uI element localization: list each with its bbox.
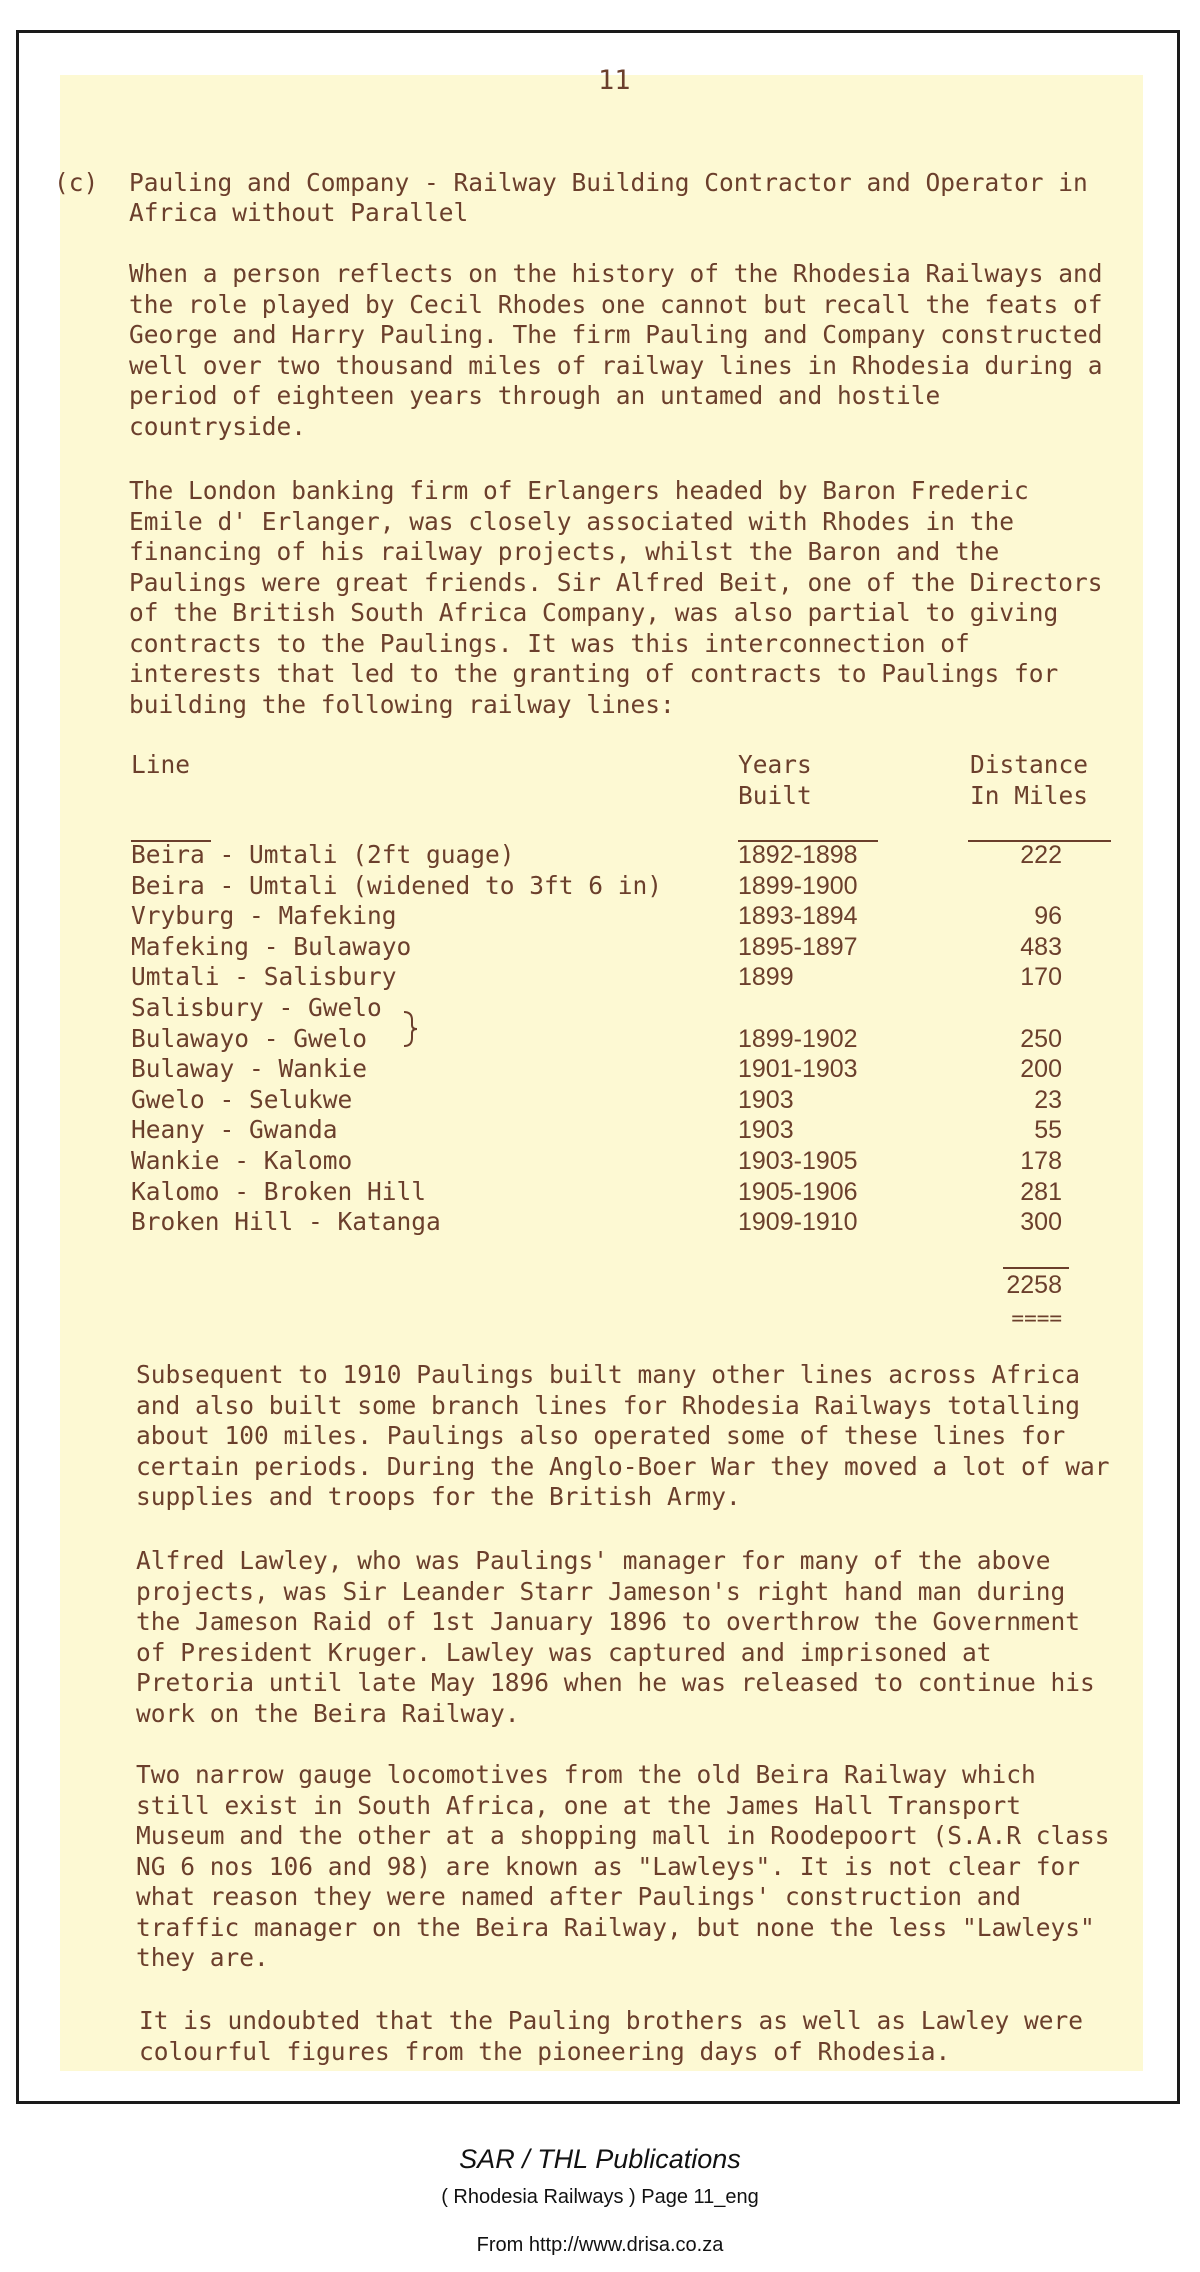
text-line: traffic manager on the Beira Railway, but none the less "Lawleys": [136, 1912, 1095, 1942]
cell-years: 1903: [738, 1116, 794, 1145]
text-line: NG 6 nos 106 and 98) are known as "Lawleys". It is not clear for: [136, 1851, 1081, 1881]
table-row: [0, 962, 1200, 992]
heading-line: Africa without Parallel: [129, 198, 469, 227]
paragraph-lawley: [136, 1546, 1166, 1729]
cell-line: Broken Hill - Katanga: [131, 1207, 441, 1237]
cell-years: 1903-1905: [738, 1147, 858, 1175]
table-row: [0, 1177, 1200, 1207]
cell-line: Vryburg - Mafeking: [131, 901, 397, 931]
table-header-line: Line: [131, 750, 191, 779]
cell-years: 1892-1898: [738, 841, 858, 869]
footer-subtitle: ( Rhodesia Railways ) Page 11_eng: [441, 2186, 759, 2208]
heading-line: Pauling and Company - Railway Building Contractor and Operator in: [129, 168, 1088, 197]
text-line: Pretoria until late May 1896 when he was released to continue his: [136, 1668, 1095, 1697]
text-line: interests that led to the granting of contracts to Paulings for: [129, 659, 1059, 688]
table-row: [0, 993, 1200, 1023]
text-line: countryside.: [129, 411, 307, 441]
text-line: building the following railway lines:: [129, 689, 675, 719]
paragraph-erlangers: [129, 476, 1159, 720]
text-line: work on the Beira Railway.: [136, 1698, 520, 1728]
table-row: [0, 1024, 1200, 1054]
footer-title: SAR / THL Publications: [459, 2144, 741, 2174]
text-line: Museum and the other at a shopping mall in Roodepoort (S.A.R class: [136, 1821, 1110, 1850]
table-row: [0, 840, 1200, 870]
cell-line: Beira - Umtali (widened to 3ft 6 in): [131, 870, 663, 900]
table-row: [0, 1115, 1200, 1145]
cell-miles: 96: [1034, 902, 1062, 931]
text-line: well over two thousand miles of railway lines in Rhodesia during a: [129, 350, 1103, 380]
cell-miles: 178: [1020, 1147, 1062, 1175]
text-line: what reason they were named after Paulings' construction and: [136, 1882, 1022, 1911]
cell-miles: 250: [1020, 1024, 1062, 1053]
table-row: [0, 1054, 1200, 1084]
cell-miles: 23: [1034, 1085, 1062, 1114]
page-number: 11: [598, 65, 631, 96]
cell-line: Salisbury - Gwelo: [131, 993, 382, 1022]
header-text: Distance: [970, 750, 1089, 779]
table-row: [0, 1146, 1200, 1176]
text-line: of the British South Africa Company, was also partial to giving: [129, 598, 1059, 627]
cell-line: Bulawayo - Gwelo: [131, 1023, 368, 1053]
text-line: about 100 miles. Paulings also operated some of these lines for: [136, 1421, 1066, 1450]
cell-line: Mafeking - Bulawayo: [131, 931, 412, 961]
table-row: [0, 1085, 1200, 1115]
cell-years: 1901-1903: [738, 1055, 858, 1084]
table-row: [0, 932, 1200, 962]
cell-miles: 300: [1020, 1208, 1062, 1237]
cell-line: Gwelo - Selukwe: [131, 1084, 353, 1114]
cell-miles: 200: [1020, 1055, 1062, 1084]
cell-miles: 222: [1020, 841, 1062, 869]
text-line: period of eighteen years through an untamed and hostile: [129, 381, 941, 410]
header-text: Built: [738, 781, 812, 810]
text-line: Emile d' Erlanger, was closely associated with Rhodes in the: [129, 506, 1015, 536]
cell-years: 1899-1900: [738, 871, 858, 900]
paragraph-intro: [129, 259, 1159, 442]
section-marker: (c): [54, 168, 99, 197]
table-row: [0, 1207, 1200, 1237]
text-line: contracts to the Paulings. It was this interconnection of: [129, 628, 970, 658]
text-line: Alfred Lawley, who was Paulings' manager for many of the above: [136, 1546, 1051, 1575]
cell-years: 1909-1910: [738, 1208, 858, 1237]
header-text: Years: [738, 750, 812, 779]
text-line: they are.: [136, 1943, 269, 1972]
text-line: The London banking firm of Erlangers headed by Baron Frederic: [129, 476, 1029, 505]
text-line: When a person reflects on the history of the Rhodesia Railways and: [129, 259, 1103, 288]
table-row: [0, 901, 1200, 931]
cell-line: Beira - Umtali (2ft guage): [131, 840, 515, 869]
header-text: In Miles: [970, 781, 1089, 810]
paragraph-locomotives: [136, 1760, 1166, 1974]
double-rule-text: ====: [1011, 1306, 1062, 1330]
cell-years: 1895-1897: [738, 932, 858, 961]
cell-years: 1903: [738, 1085, 794, 1114]
text-line: It is undoubted that the Pauling brothers as well as Lawley were: [139, 2006, 1084, 2035]
cell-miles: 281: [1020, 1177, 1062, 1206]
text-line: still exist in South Africa, one at the James Hall Transport: [136, 1790, 1022, 1820]
cell-years: 1899-1902: [738, 1024, 858, 1053]
text-line: colourful figures from the pioneering days of Rhodesia.: [139, 2036, 951, 2066]
text-line: certain periods. During the Anglo-Boer War they moved a lot of war: [136, 1451, 1110, 1481]
cell-line: Kalomo - Broken Hill: [131, 1176, 427, 1206]
text-line: of President Kruger. Lawley was captured and imprisoned at: [136, 1637, 992, 1667]
text-line: and also built some branch lines for Rhodesia Railways totalling: [136, 1390, 1081, 1420]
table-total-row: [0, 1270, 1200, 1300]
text-line: financing of his railway projects, whilst the Baron and the: [129, 537, 1000, 566]
text-line: the Jameson Raid of 1st January 1896 to overthrow the Government: [136, 1607, 1081, 1636]
cell-years: 1899: [738, 963, 794, 992]
cell-miles: 483: [1020, 932, 1062, 961]
total-miles: 2258: [1006, 1271, 1062, 1299]
text-line: George and Harry Pauling. The firm Pauling and Company constructed: [129, 320, 1103, 349]
footer-source: From http://www.drisa.co.za: [476, 2234, 724, 2256]
text-line: Subsequent to 1910 Paulings built many other lines across Africa: [136, 1360, 1081, 1389]
cell-line: Umtali - Salisbury: [131, 962, 397, 992]
total-underline: [1003, 1267, 1069, 1269]
text-line: Paulings were great friends. Sir Alfred Beit, one of the Directors: [129, 567, 1103, 597]
cell-line: Heany - Gwanda: [131, 1115, 338, 1145]
cell-years: 1905-1906: [738, 1177, 858, 1206]
cell-years: 1893-1894: [738, 902, 858, 931]
total-double-rule: [0, 1303, 1200, 1333]
cell-miles: 170: [1020, 963, 1062, 992]
text-line: supplies and troops for the British Army.: [136, 1482, 741, 1511]
text-line: Two narrow gauge locomotives from the old Beira Railway which: [136, 1760, 1036, 1789]
table-row: [0, 871, 1200, 901]
brace-icon: [402, 1010, 418, 1048]
cell-line: Bulaway - Wankie: [131, 1054, 368, 1084]
cell-miles: 55: [1034, 1116, 1062, 1145]
paragraph-conclusion: [139, 2006, 1169, 2067]
paragraph-after-1910: [136, 1360, 1166, 1513]
text-line: projects, was Sir Leander Starr Jameson's right hand man during: [136, 1576, 1066, 1606]
text-line: the role played by Cecil Rhodes one cannot but recall the feats of: [129, 289, 1103, 319]
cell-line: Wankie - Kalomo: [131, 1146, 353, 1175]
